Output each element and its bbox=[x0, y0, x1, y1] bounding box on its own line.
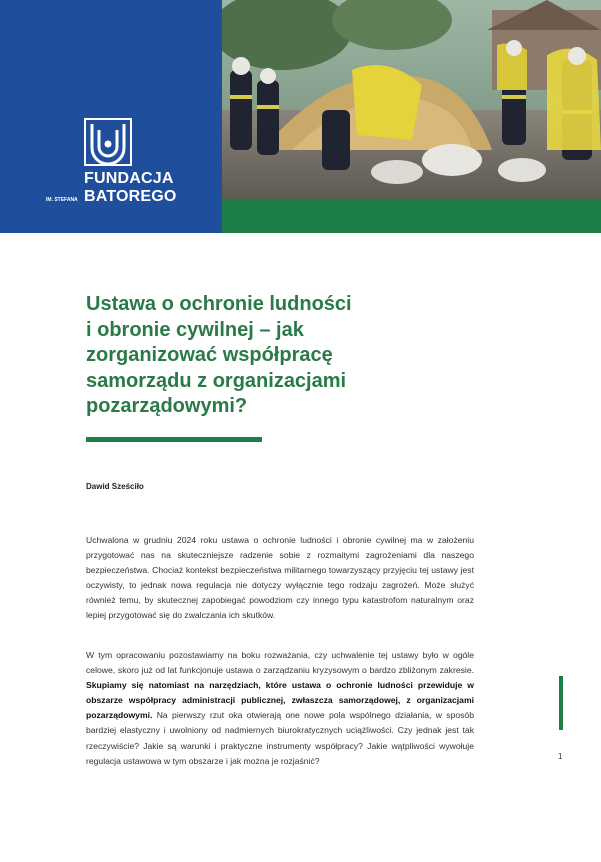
header-green-band bbox=[222, 199, 601, 233]
title-underline bbox=[86, 437, 262, 442]
title-line-2: i obronie cywilnej – jak bbox=[86, 318, 304, 341]
title-line-5: pozarządowymi? bbox=[86, 395, 248, 417]
side-accent-bar bbox=[559, 676, 563, 730]
paragraph-scope bbox=[86, 648, 474, 769]
logo-text-small: IM. STEFANA bbox=[46, 197, 78, 203]
fundacja-batorego-logo bbox=[46, 118, 177, 208]
title-line-1: Ustawa o ochronie ludności bbox=[86, 293, 352, 315]
logo-text-line2: BATOREGO bbox=[84, 188, 177, 205]
page-number: 1 bbox=[558, 752, 563, 761]
document-title bbox=[86, 292, 416, 420]
title-line-4: samorządu z organizacjami bbox=[86, 369, 347, 392]
paragraph-scope-text-b: Na pierwszy rzut oka otwierają one nowe pola wspólnego działania, w sposób bardziej elastyczny i uwolniony od nadmiernych biurokratycznych uciążliwości. Czy jednak jest tak rzeczywiście? Jakie są warunki i praktyczne instrumenty współpracy? Jakie wątpliwości wywołuje regulacja ustawowa w tym obszarze i jak można je rozjaśnić? bbox=[86, 710, 474, 766]
logo-text-line1: FUNDACJA bbox=[84, 170, 174, 187]
paragraph-scope-bold: Skupiamy się natomiast na narzędziach, które ustawa o ochronie ludności przewiduje w obszarze współpracy administracji publicznej, zwłaszcza samorządowej, z organizacjami pozarządowymi. bbox=[86, 680, 474, 721]
header-blue-panel bbox=[0, 0, 222, 233]
photo-illustration bbox=[222, 0, 601, 199]
flood-sandbag-photo bbox=[222, 0, 601, 199]
author-name: Dawid Sześciło bbox=[86, 482, 144, 491]
title-line-3: zorganizować współpracę bbox=[86, 344, 333, 366]
paragraph-scope-text-a: W tym opracowaniu pozostawiamy na boku rozważania, czy uchwalenie tej ustawy było w ogóle celowe, skoro już od lat funkcjonuje ustawa o zarządzaniu kryzysowym o bardzo zbliżonym zakresie. bbox=[86, 650, 474, 676]
logo-mark-icon bbox=[84, 118, 132, 166]
paragraph-intro: Uchwalona w grudniu 2024 roku ustawa o ochronie ludności i obronie cywilnej ma w założeniu przygotować nas na skuteczniejsze radzenie sobie z rozmaitymi zagrożeniami dla naszego bezpieczeństwa. Chociaż kontekst bezpieczeństwa militarnego towarzyszący przyjęciu tej ustawy jest oczywisty, to jednak nowa regulacja nie dotyczy wyłącznie tego rodzaju zagrożeń. Może służyć również temu, by skutecznej zapobiegać powodziom czy innego typu katastrofom naturalnym oraz lepiej przygotować się do zwalczania ich skutków. bbox=[86, 535, 474, 621]
